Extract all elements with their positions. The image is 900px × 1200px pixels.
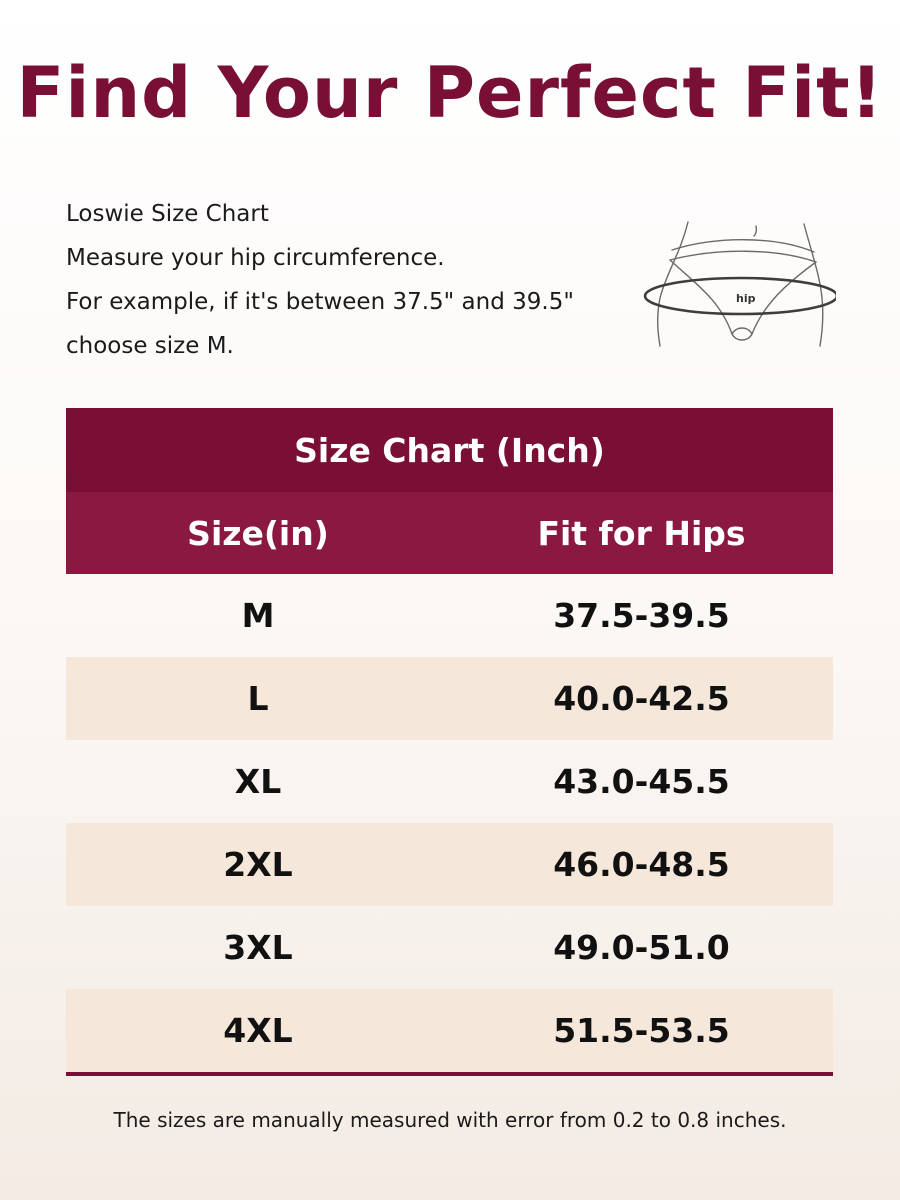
table-row [66, 657, 833, 740]
hips-cell: 51.5-53.5 [553, 1011, 730, 1050]
table-bottom-rule [66, 1072, 833, 1076]
table-row [66, 574, 833, 657]
hip-measure-illustration [636, 214, 836, 348]
table-header-row [66, 492, 833, 574]
column-header-hips: Fit for Hips [537, 513, 746, 553]
size-cell: M [241, 596, 275, 635]
intro-line-measure: Measure your hip circumference. [66, 245, 445, 271]
hips-cell: 49.0-51.0 [553, 928, 730, 967]
size-cell: 4XL [223, 1011, 293, 1050]
intro-line-choose: choose size M. [66, 333, 234, 359]
table-row [66, 906, 833, 989]
table-row [66, 989, 833, 1072]
size-cell: XL [234, 762, 282, 801]
table-title: Size Chart (Inch) [66, 408, 833, 492]
size-cell: 3XL [223, 928, 293, 967]
hips-cell: 40.0-42.5 [553, 679, 730, 718]
hips-cell: 43.0-45.5 [553, 762, 730, 801]
hips-cell: 37.5-39.5 [553, 596, 730, 635]
column-header-size: Size(in) [187, 513, 329, 553]
table-row [66, 823, 833, 906]
size-cell: L [247, 679, 269, 718]
intro-line-brand: Loswie Size Chart [66, 201, 269, 227]
size-chart-table [66, 408, 833, 1076]
table-row [66, 740, 833, 823]
intro-text [66, 196, 626, 372]
size-cell: 2XL [223, 845, 293, 884]
page-title: Find Your Perfect Fit! [16, 52, 884, 134]
hips-cell: 46.0-48.5 [553, 845, 730, 884]
intro-line-example: For example, if it's between 37.5" and 39.5" [66, 289, 574, 315]
hip-label: hip [736, 292, 756, 305]
measurement-footnote: The sizes are manually measured with error from 0.2 to 0.8 inches. [113, 1108, 787, 1132]
